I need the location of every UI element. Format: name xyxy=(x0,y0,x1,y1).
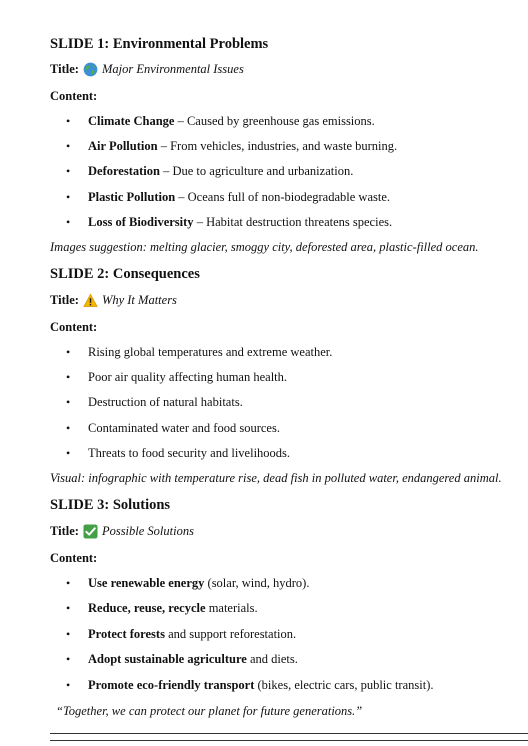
slide-1-note: Images suggestion: melting glacier, smoggy city, deforested area, plastic-filled ocean. xyxy=(50,240,479,254)
slide-2-title-line xyxy=(50,293,177,308)
bullet-text: – From vehicles, industries, and waste burning. xyxy=(157,139,398,153)
bullet-dot: • xyxy=(66,395,71,409)
bullet-bold: Use renewable energy xyxy=(88,576,205,590)
bullet-dot: • xyxy=(66,678,71,692)
slide-2-title-label: Title: xyxy=(50,293,79,307)
bullet-bold: Adopt sustainable agriculture xyxy=(88,652,247,666)
bullet-dot: • xyxy=(66,139,71,153)
list-item xyxy=(66,370,287,385)
bullet-dot: • xyxy=(66,164,71,178)
bullet-dot: • xyxy=(66,576,71,590)
bullet-dot: • xyxy=(66,190,71,204)
bullet-text: Threats to food security and livelihoods. xyxy=(88,446,291,460)
list-item xyxy=(66,345,332,360)
bullet-bold: Promote eco-friendly transport xyxy=(88,678,255,692)
list-item xyxy=(66,139,397,154)
bullet-dot: • xyxy=(66,446,71,460)
list-item xyxy=(66,627,296,642)
bullet-text: – Caused by greenhouse gas emissions. xyxy=(174,114,375,128)
bullet-dot: • xyxy=(66,601,71,615)
bullet-bold: Reduce, reuse, recycle xyxy=(88,601,206,615)
slide-3-content-label: Content: xyxy=(50,551,98,565)
slide-2-heading: SLIDE 2: Consequences xyxy=(50,266,200,282)
bullet-bold: Protect forests xyxy=(88,627,165,641)
bullet-text: (solar, wind, hydro). xyxy=(204,576,310,590)
bullet-dot: • xyxy=(66,421,71,435)
bullet-text: materials. xyxy=(205,601,258,615)
bullet-bold: Loss of Biodiversity xyxy=(88,215,194,229)
warning-icon xyxy=(83,293,98,308)
list-item xyxy=(66,652,298,667)
bullet-dot: • xyxy=(66,345,71,359)
list-item xyxy=(66,164,353,179)
closing-quote: “Together, we can protect our planet for future generations.” xyxy=(56,704,363,718)
slide-3-title-line xyxy=(50,524,194,539)
bullet-bold: Deforestation xyxy=(88,164,160,178)
bullet-text: (bikes, electric cars, public transit). xyxy=(254,678,434,692)
bullet-text: Destruction of natural habitats. xyxy=(88,395,243,409)
check-icon xyxy=(83,524,98,539)
bullet-text: Contaminated water and food sources. xyxy=(88,421,280,435)
list-item xyxy=(66,576,309,591)
slide-3-title-text: Possible Solutions xyxy=(101,524,194,538)
list-item xyxy=(66,395,243,410)
slide-3-heading: SLIDE 3: Solutions xyxy=(50,497,171,513)
list-item xyxy=(66,421,280,436)
list-item xyxy=(66,190,390,205)
bullet-text: and diets. xyxy=(246,652,298,666)
slide-2-content-label: Content: xyxy=(50,320,98,334)
slide-1-title-label: Title: xyxy=(50,62,79,76)
bullet-bold: Air Pollution xyxy=(88,139,158,153)
bullet-text: and support reforestation. xyxy=(164,627,297,641)
slide-1-title-text: Major Environmental Issues xyxy=(101,62,244,76)
slide-2-title-text: Why It Matters xyxy=(101,293,177,307)
bullet-text: Rising global temperatures and extreme weather. xyxy=(88,345,333,359)
bullet-bold: Plastic Pollution xyxy=(88,190,176,204)
slide-1-title-line xyxy=(50,62,244,77)
bullet-dot: • xyxy=(66,627,71,641)
bullet-dot: • xyxy=(66,215,71,229)
bullet-text: Poor air quality affecting human health. xyxy=(88,370,288,384)
horizontal-rule xyxy=(50,740,528,741)
globe-icon xyxy=(83,62,98,77)
list-item xyxy=(66,678,434,693)
bullet-dot: • xyxy=(66,652,71,666)
list-item xyxy=(66,601,258,616)
slide-3-title-label: Title: xyxy=(50,524,79,538)
bullet-dot: • xyxy=(66,114,71,128)
bullet-text: – Oceans full of non-biodegradable waste. xyxy=(175,190,391,204)
list-item xyxy=(66,114,375,129)
slide-1-content-label: Content: xyxy=(50,89,98,103)
bullet-text: – Due to agriculture and urbanization. xyxy=(159,164,354,178)
list-item xyxy=(66,215,392,230)
list-item xyxy=(66,446,290,461)
bullet-dot: • xyxy=(66,370,71,384)
slide-1-heading: SLIDE 1: Environmental Problems xyxy=(50,36,269,52)
horizontal-rule xyxy=(50,733,528,734)
bullet-bold: Climate Change xyxy=(88,114,175,128)
bullet-text: – Habitat destruction threatens species. xyxy=(193,215,393,229)
slide-2-note: Visual: infographic with temperature rise, dead fish in polluted water, endangered animal. xyxy=(50,471,502,485)
